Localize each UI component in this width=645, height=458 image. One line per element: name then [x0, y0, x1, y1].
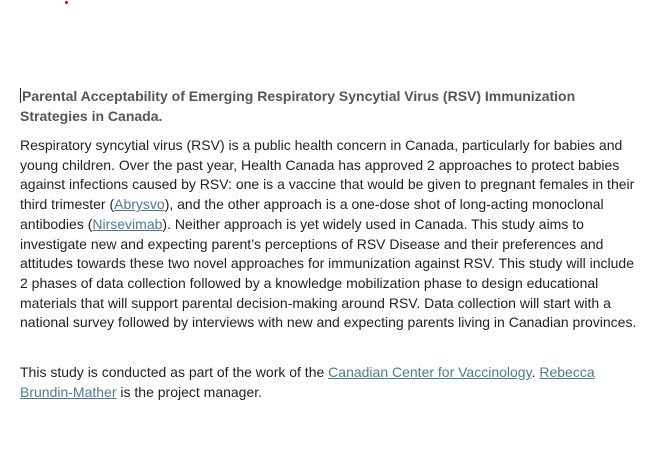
paragraph-text: Respiratory syncytial virus (RSV) is a public health concern in Canada, particularly for babies and young children. Over the past year, Health Canada has approved 2 approaches to protect babies against infections caused by RSV: one is a vaccine that would be given to pregnant females in their third trimester (: [20, 137, 635, 213]
paragraph-text: .: [531, 364, 540, 381]
paragraph-text: is the project manager.: [116, 383, 263, 400]
study-credits-paragraph: [20, 363, 645, 402]
canadian-center-for-vaccinology-link[interactable]: Canadian Center for Vaccinology: [328, 364, 532, 381]
article-title: [20, 86, 600, 126]
rebecca-brundin-mather-link[interactable]: Rebecca Brundin-Mather: [20, 364, 595, 400]
red-marker-dot: [65, 1, 68, 4]
study-description-paragraph: [20, 136, 645, 333]
article-content: [20, 86, 645, 402]
paragraph-text: ), and the other approach is a one-dose shot of long-acting monoclonal antibodies (: [20, 196, 604, 232]
paragraph-text: This study is conducted as part of the work of the: [20, 364, 329, 381]
paragraph-text: ). Neither approach is yet widely used in Canada. This study aims to investigate new and expecting parent’s perceptions of RSV Disease and their preferences and attitudes towards these two novel approaches for immunization against RSV. This study will include 2 phases of data collection followed by a knowledge mobilization phase to design educational materials that will support parental decision-making around RSV. Data collection will start with a national survey followed by interviews with new and expecting parents living in Canadian provinces.: [20, 215, 637, 331]
article-title-text: Parental Acceptability of Emerging Respiratory Syncytial Virus (RSV) Immunization Strategies in Canada.: [20, 88, 576, 124]
abrysvo-link[interactable]: Abrysvo: [114, 196, 165, 213]
text-cursor: [20, 88, 21, 103]
nirsevimab-link[interactable]: Nirsevimab: [92, 215, 163, 232]
